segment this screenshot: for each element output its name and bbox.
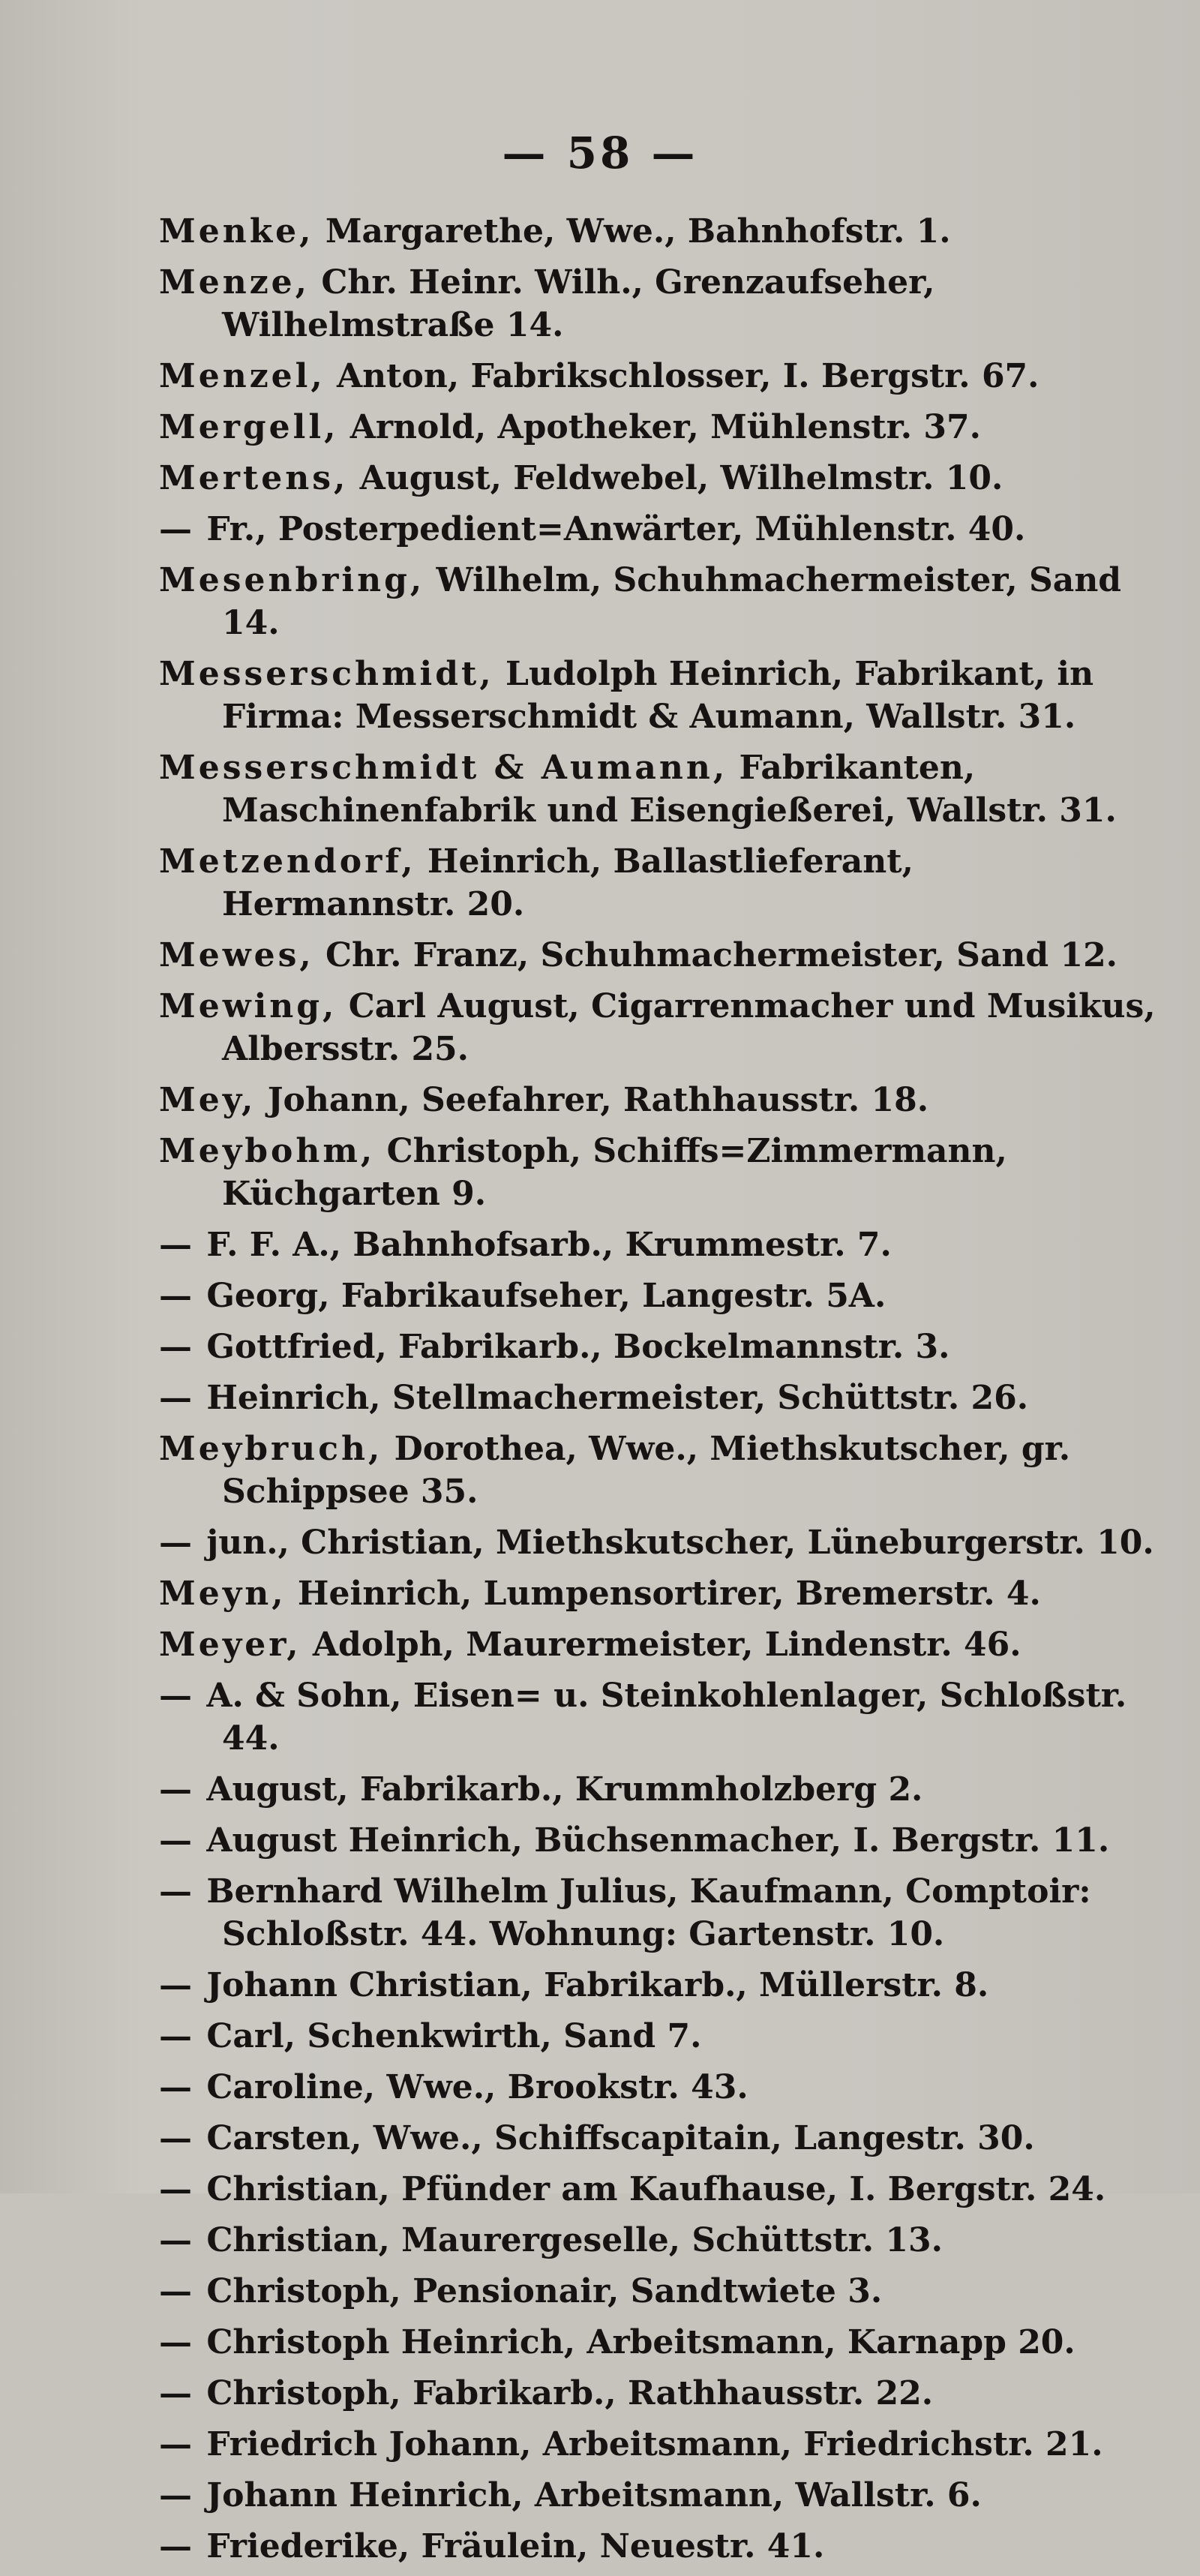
- list-item: Mesenbring, Wilhelm, Schuhmachermeister, Sand 14.: [159, 561, 1122, 642]
- list-item: — Carl, Schenkwirth, Sand 7.: [159, 2017, 702, 2055]
- list-item: — Caroline, Wwe., Brookstr. 43.: [159, 2068, 748, 2106]
- page-number: — 58 —: [502, 128, 698, 179]
- list-item: Mey, Johann, Seefahrer, Rathhausstr. 18.: [159, 1081, 929, 1119]
- list-item: — Johann Heinrich, Arbeitsmann, Wallstr. 6.: [159, 2476, 982, 2514]
- list-item: — Friedrich Johann, Arbeitsmann, Friedrichstr. 21.: [159, 2425, 1103, 2463]
- list-item: — Christian, Pfünder am Kaufhause, I. Bergstr. 24.: [159, 2170, 1106, 2208]
- list-item: — Bernhard Wilhelm Julius, Kaufmann, Comptoir: Schloßstr. 44. Wohnung: Gartenstr. 10.: [159, 1872, 1091, 1953]
- list-item: — A. & Sohn, Eisen= u. Steinkohlenlager, Schloßstr. 44.: [159, 1677, 1127, 1758]
- list-item: — F. F. A., Bahnhofsarb., Krummestr. 7.: [159, 1226, 892, 1264]
- list-item: Metzendorf, Heinrich, Ballastlieferant, Hermannstr. 20.: [159, 842, 914, 923]
- list-item: — Christoph Heinrich, Arbeitsmann, Karnapp 20.: [159, 2323, 1076, 2361]
- list-item: — Fr., Posterpedient=Anwärter, Mühlenstr. 40.: [159, 510, 1026, 548]
- list-item: — Carsten, Wwe., Schiffscapitain, Langestr. 30.: [159, 2119, 1035, 2157]
- list-item: Mewing, Carl August, Cigarrenmacher und Musikus, Albersstr. 25.: [159, 987, 1156, 1068]
- list-item: Menze, Chr. Heinr. Wilh., Grenzaufseher, Wilhelmstraße 14.: [159, 263, 935, 344]
- list-item: — August, Fabrikarb., Krummholzberg 2.: [159, 1770, 923, 1809]
- list-item: Meybohm, Christoph, Schiffs=Zimmermann, Küchgarten 9.: [159, 1132, 1007, 1213]
- list-item: — Johann Christian, Fabrikarb., Müllerstr. 8.: [159, 1966, 989, 2004]
- list-item: — Christoph, Fabrikarb., Rathhausstr. 22.: [159, 2374, 934, 2412]
- list-item: — August Heinrich, Büchsenmacher, I. Bergstr. 11.: [159, 1821, 1110, 1860]
- entry-list: [159, 210, 1156, 2576]
- list-item: Meyn, Heinrich, Lumpensortirer, Bremerstr. 4.: [159, 1575, 1041, 1613]
- list-item: Meybruch, Dorothea, Wwe., Miethskutscher, gr. Schippsee 35.: [159, 1430, 1071, 1511]
- list-item: — Heinrich, Stellmachermeister, Schüttstr. 26.: [159, 1379, 1029, 1417]
- list-item: Mertens, August, Feldwebel, Wilhelmstr. 10.: [159, 459, 1004, 497]
- list-item: — Georg, Fabrikaufseher, Langestr. 5A.: [159, 1277, 886, 1315]
- list-item: — Christian, Maurergeselle, Schüttstr. 13.: [159, 2221, 943, 2259]
- list-item: — Gottfried, Fabrikarb., Bockelmannstr. 3.: [159, 1328, 950, 1366]
- list-item: — Friederike, Fräulein, Neuestr. 41.: [159, 2527, 825, 2565]
- list-item: Meyer, Adolph, Maurermeister, Lindenstr. 46.: [159, 1626, 1022, 1664]
- list-item: Messerschmidt & Aumann, Fabrikanten, Maschinenfabrik und Eisengießerei, Wallstr. 31.: [159, 749, 1117, 830]
- list-item: — jun., Christian, Miethskutscher, Lüneburgerstr. 10.: [159, 1524, 1154, 1562]
- list-item: Mewes, Chr. Franz, Schuhmachermeister, Sand 12.: [159, 936, 1118, 974]
- list-item: Mergell, Arnold, Apotheker, Mühlenstr. 37.: [159, 408, 981, 446]
- list-item: — Christoph, Pensionair, Sandtwiete 3.: [159, 2272, 883, 2310]
- list-item: Messerschmidt, Ludolph Heinrich, Fabrikant, in Firma: Messerschmidt & Aumann, Wallstr. 31.: [159, 655, 1094, 736]
- list-item: Menke, Margarethe, Wwe., Bahnhofstr. 1.: [159, 212, 951, 251]
- list-item: Menzel, Anton, Fabrikschlosser, I. Bergstr. 67.: [159, 357, 1040, 395]
